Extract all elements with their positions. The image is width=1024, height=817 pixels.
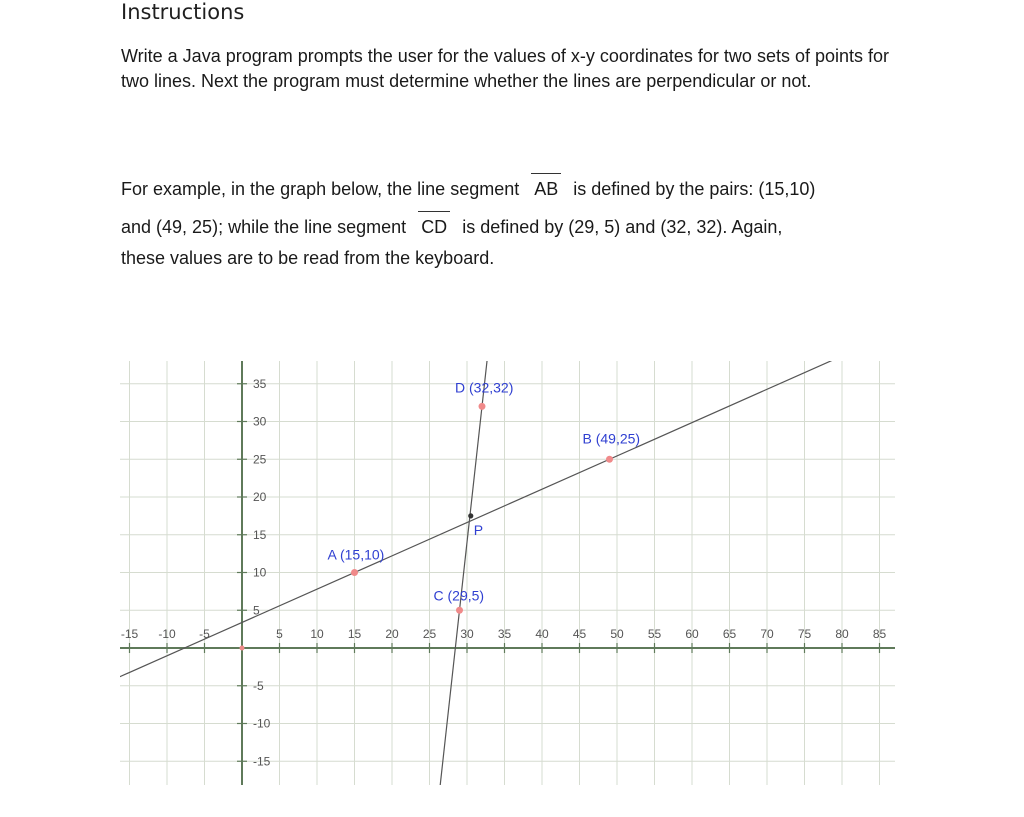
point-b — [606, 456, 613, 463]
x-tick-label: 80 — [835, 627, 849, 641]
x-tick-label: 85 — [872, 627, 887, 641]
point-label-b: B (49,25) — [582, 430, 641, 447]
x-tick-label: 30 — [460, 627, 474, 641]
y-tick-label: 25 — [253, 452, 267, 467]
y-tick-label: 35 — [253, 376, 267, 391]
x-tick-label: -15 — [120, 627, 139, 641]
example-line-1-pre: For example, in the graph below, the line segment — [121, 179, 520, 199]
instructions-heading: Instructions — [121, 0, 245, 24]
x-tick-label: 10 — [310, 627, 324, 641]
y-tick-label: 5 — [253, 603, 260, 618]
x-tick-label: 70 — [760, 627, 774, 641]
point-label-a: A (15,10) — [327, 546, 385, 563]
origin-point — [240, 646, 245, 651]
x-tick-label: 60 — [685, 627, 699, 641]
x-tick-label: 25 — [422, 627, 437, 641]
x-tick-label: 20 — [385, 627, 399, 641]
x-tick-label: 5 — [276, 627, 283, 641]
segment-ab-label: AB — [528, 176, 564, 202]
example-line-2-pre: and (49, 25); while the line segment — [121, 217, 407, 237]
x-tick-label: 40 — [535, 627, 549, 641]
point-c — [456, 607, 463, 614]
x-tick-label: 35 — [497, 627, 512, 641]
x-tick-label: 45 — [572, 627, 587, 641]
point-p — [468, 513, 473, 518]
x-tick-label: 65 — [722, 627, 737, 641]
example-line-3: these values are to be read from the keyboard. — [121, 248, 495, 268]
example-line-1-post: is defined by the pairs: (15,10) — [573, 179, 816, 199]
segment-cd-label: CD — [415, 214, 453, 240]
y-tick-label: 30 — [253, 414, 267, 429]
y-tick-label: -15 — [253, 754, 271, 769]
y-tick-label: 15 — [253, 527, 267, 542]
x-tick-label: 55 — [647, 627, 662, 641]
y-tick-label: 20 — [253, 490, 267, 504]
x-tick-label: 75 — [797, 627, 812, 641]
x-tick-label: -5 — [199, 627, 210, 641]
y-tick-label: -10 — [253, 716, 271, 731]
y-tick-label: -5 — [253, 678, 264, 693]
x-tick-label: 50 — [610, 627, 624, 641]
y-tick-label: 10 — [253, 565, 267, 580]
point-d — [479, 403, 486, 410]
point-a — [351, 569, 358, 576]
line-cd — [294, 0, 625, 817]
task-description: Write a Java program prompts the user for the values of x-y coordinates for two sets of points for two lines. Next the program must determine whether the lines are perpendicular or not. — [121, 46, 890, 91]
point-label-p: P — [473, 521, 484, 538]
point-label-c: C (29,5) — [433, 587, 485, 604]
x-tick-label: -10 — [158, 627, 176, 641]
x-tick-label: 15 — [347, 627, 362, 641]
point-label-d: D (32,32) — [455, 379, 514, 396]
example-line-2-post: is defined by (29, 5) and (32, 32). Again, — [462, 217, 783, 237]
